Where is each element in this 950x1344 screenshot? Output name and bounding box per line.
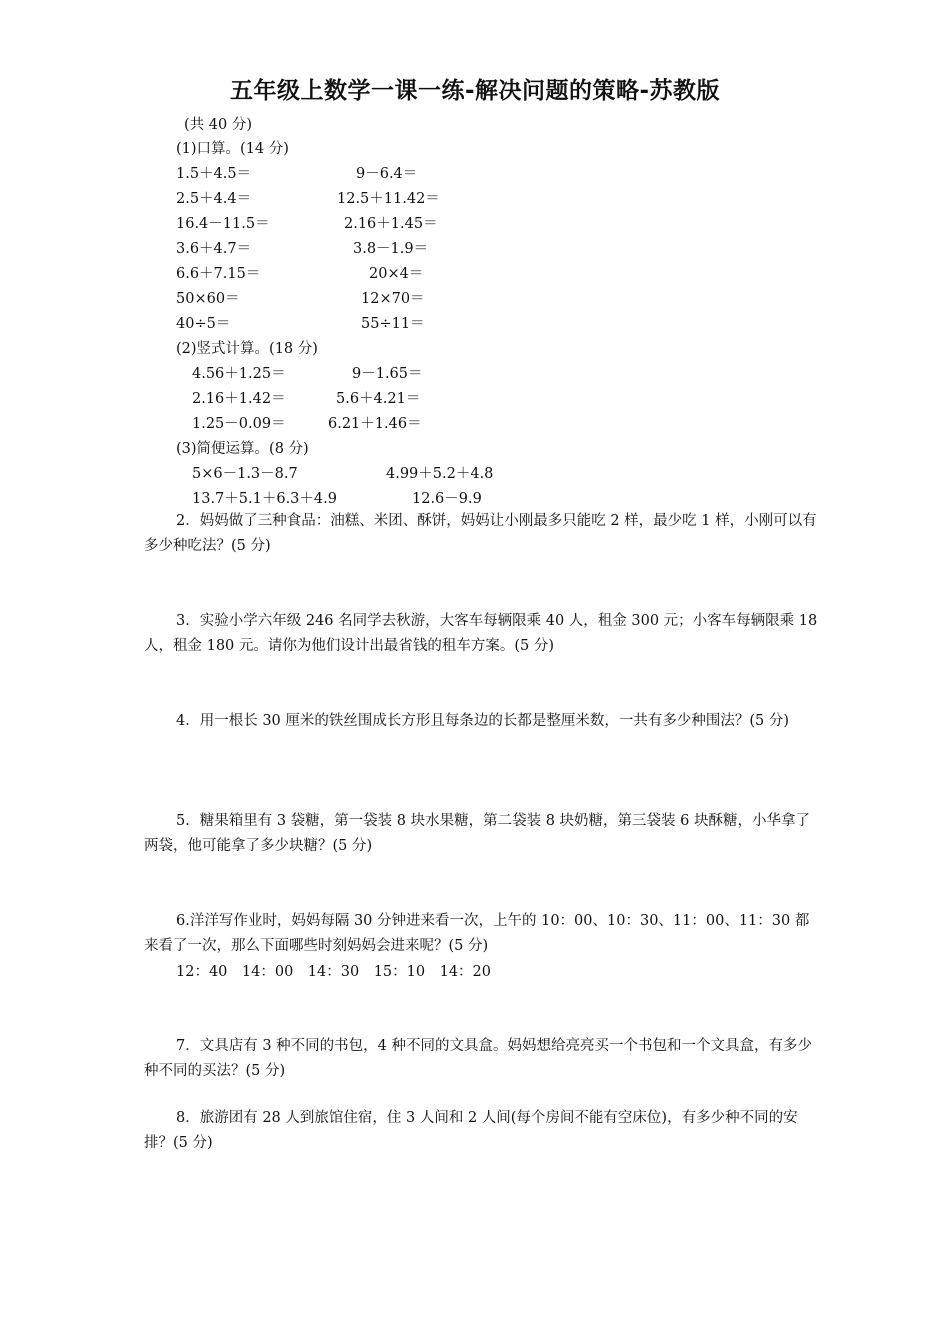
expr: 20×4＝ [369,266,424,282]
question-6: 6.洋洋写作业时，妈妈每隔 30 分钟进来看一次，上午的 10：00、10：30、11：00、11：30 都来看了一次，那么下面哪些时刻妈妈会进来呢？(5 分) [144,913,810,954]
expr: 13.7＋5.1＋6.3＋4.9 [192,491,337,507]
expr: 5×6－1.3－8.7 [192,466,298,482]
expr: 3.8－1.9＝ [353,241,429,257]
expr: 50×60＝ [176,291,240,307]
expr: 2.16＋1.45＝ [344,216,438,232]
expr: 9－6.4＝ [356,166,418,182]
part1-label: (1)口算。(14 分) [176,141,289,157]
expr: 9－1.65＝ [352,366,423,382]
question-6-times: 12：40 14：00 14：30 15：10 14：20 [176,964,492,980]
expr: 40÷5＝ [176,316,231,332]
question-3: 3．实验小学六年级 246 名同学去秋游，大客车每辆限乘 40 人，租金 300 元；小客车每辆限乘 18 人，租金 180 元。请你为他们设计出最省钱的租车方案。(5 分) [144,613,818,654]
question-5: 5．糖果箱里有 3 袋糖，第一袋装 8 块水果糖，第二袋装 8 块奶糖，第三袋装 6 块酥糖，小华拿了两袋，他可能拿了多少块糖？(5 分) [144,813,810,854]
expr: 5.6＋4.21＝ [336,391,421,407]
expr: 55÷11＝ [361,316,425,332]
question-4: 4．用一根长 30 厘米的铁丝围成长方形且每条边的长都是整厘米数，一共有多少种围法？(5 分) [176,713,790,729]
question-2: 2．妈妈做了三种食品：油糕、米团、酥饼，妈妈让小刚最多只能吃 2 样，最少吃 1 样，小刚可以有多少种吃法？(5 分) [144,513,817,554]
expr: 2.5＋4.4＝ [176,191,252,207]
expr: 16.4－11.5＝ [176,216,270,232]
expr: 6.6＋7.15＝ [176,266,261,282]
expr: 4.99＋5.2＋4.8 [386,466,494,482]
question-7: 7．文具店有 3 种不同的书包，4 种不同的文具盒。妈妈想给亮亮买一个书包和一个文具盒，有多少种不同的买法？(5 分) [144,1038,812,1079]
expr: 12.6－9.9 [412,491,482,507]
page-title: 五年级上数学一课一练-解决问题的策略-苏教版 [229,78,721,104]
expr: 12.5＋11.42＝ [337,191,440,207]
expr: 1.5＋4.5＝ [176,166,252,182]
expr: 1.25－0.09＝ [192,416,286,432]
expr: 2.16＋1.42＝ [192,391,286,407]
part3-label: (3)简便运算。(8 分) [176,441,309,457]
part2-label: (2)竖式计算。(18 分) [176,341,318,357]
q1-header: (共 40 分) [184,117,252,133]
expr: 3.6＋4.7＝ [176,241,252,257]
question-8: 8．旅游团有 28 人到旅馆住宿，住 3 人间和 2 人间(每个房间不能有空床位)，有多少种不同的安排？(5 分) [144,1110,798,1151]
expr: 12×70＝ [361,291,425,307]
expr: 4.56＋1.25＝ [192,366,286,382]
expr: 6.21＋1.46＝ [328,416,422,432]
